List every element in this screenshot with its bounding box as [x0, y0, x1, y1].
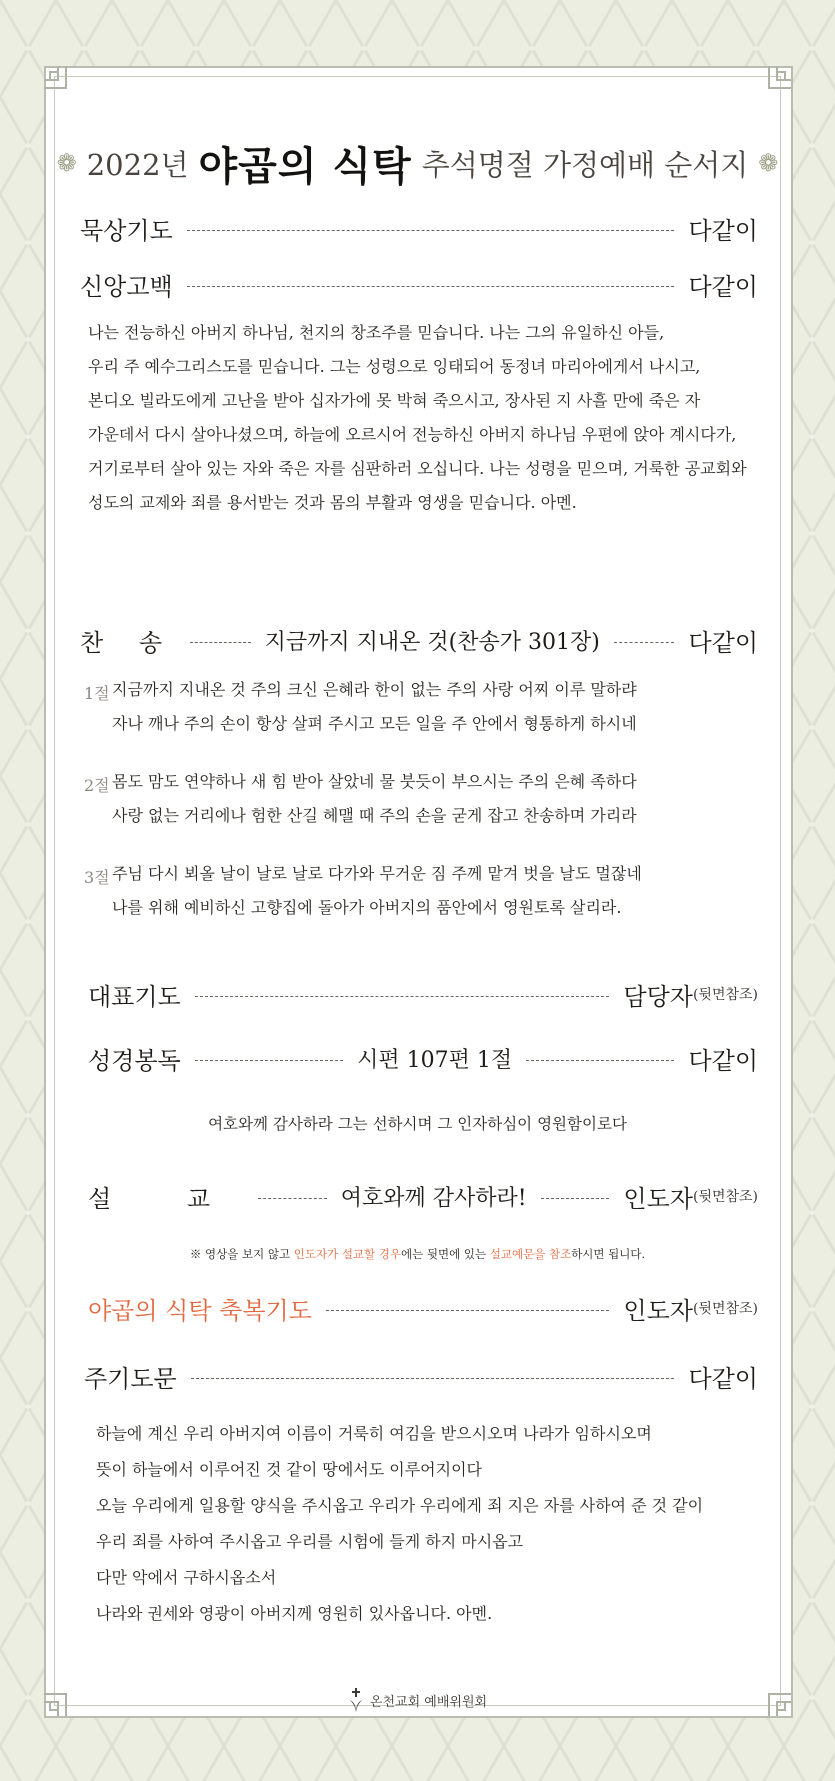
verse-line: 나를 위해 예비하신 고향집에 돌아가 아버지의 품안에서 영원토록 살리라. [112, 898, 622, 917]
footer-org: 온천교회 예배위원회 [369, 1694, 488, 1710]
creed-line: 나는 전능하신 아버지 하나님, 천지의 창조주를 믿습니다. 나는 그의 유일하신 아들, [88, 323, 665, 342]
order-creed [80, 262, 758, 306]
note-text: ※ 영상을 보지 않고 [189, 1247, 294, 1261]
dotted-leader [187, 230, 675, 231]
creed-text [88, 316, 768, 520]
lords-prayer-text [96, 1416, 776, 1632]
order-performer: 다같이 [688, 1046, 759, 1075]
order-label: 찬 송 [80, 628, 176, 657]
verse-number: 3절 [84, 868, 110, 887]
hymn-title: 지금까지 지내온 것(찬송가 301장) [264, 629, 600, 655]
creed-line: 가운데서 다시 살아나셨으며, 하늘에 오르시어 전능하신 아버지 하나님 우편에 앉아 계시다가, [88, 425, 737, 444]
dotted-leader [258, 1198, 327, 1199]
verse-line: 지금까지 지내온 것 주의 크신 은혜라 한이 없는 주의 사랑 어찌 이루 말하랴 [112, 680, 637, 699]
order-performer: 다같이 [688, 628, 759, 657]
flower-ornament-icon: ❁ [56, 149, 77, 177]
order-hymn [80, 618, 758, 662]
order-reading [88, 1036, 758, 1080]
creed-line: 우리 주 예수그리스도를 믿습니다. 그는 성령으로 잉태되어 동정녀 마리아에게서 나시고, [88, 357, 701, 376]
dotted-leader [191, 1378, 675, 1379]
sermon-title: 여호와께 감사하라! [340, 1185, 527, 1211]
prayer-line: 하늘에 계신 우리 아버지여 이름이 거룩히 여김을 받으시오며 나라가 임하시오며 [96, 1424, 652, 1443]
dotted-leader [187, 286, 675, 287]
order-label: 설 교 [88, 1184, 244, 1213]
note-highlight: 설교예문을 참조 [489, 1247, 572, 1261]
order-label: 대표기도 [88, 982, 181, 1011]
verse-line: 자나 깨나 주의 손이 항상 살펴 주시고 모든 일을 주 안에서 형통하게 하시네 [112, 714, 637, 733]
order-lords-prayer [84, 1354, 758, 1398]
scripture-text: 여호와께 감사하라 그는 선하시며 그 인자하심이 영원함이로다 [208, 1115, 627, 1133]
prayer-line: 다만 악에서 구하시옵소서 [96, 1568, 277, 1587]
prayer-line: 오늘 우리에게 일용할 양식을 주시옵고 우리가 우리에게 죄 지은 자를 사하여 준 것 같이 [96, 1496, 704, 1515]
dotted-leader [326, 1310, 609, 1311]
order-performer: 다같이 [688, 1364, 758, 1393]
order-label: 야곱의 식탁 축복기도 [88, 1296, 312, 1325]
dotted-leader [541, 1198, 610, 1199]
church-cross-logo-icon [348, 1688, 364, 1712]
order-sermon [88, 1174, 758, 1218]
order-label: 주기도문 [84, 1364, 177, 1393]
order-label: 묵상기도 [80, 216, 173, 245]
order-performer: 다같이 [688, 216, 758, 245]
sermon-note [60, 1246, 775, 1262]
verse-number: 1절 [84, 684, 110, 703]
dotted-leader [526, 1060, 674, 1061]
verse-number: 2절 [84, 776, 110, 795]
reading-title: 시편 107편 1절 [357, 1047, 513, 1073]
order-note: (뒷면참조) [692, 1301, 758, 1317]
order-meditation [80, 206, 758, 250]
page-title [56, 128, 779, 198]
creed-line: 성도의 교제와 죄를 용서받는 것과 몸의 부활과 영생을 믿습니다. 아멘. [88, 493, 577, 512]
dotted-leader [195, 1060, 343, 1061]
title-brand: 야곱의 식탁 [198, 143, 412, 190]
creed-line: 거기로부터 살아 있는 자와 죽은 자를 심판하러 오십니다. 나는 성령을 믿으며, 거룩한 공교회와 [88, 459, 747, 478]
order-performer: 다같이 [688, 272, 758, 301]
order-prayer [88, 972, 758, 1016]
verse-line: 몸도 맘도 연약하나 새 힘 받아 살았네 물 붓듯이 부으시는 주의 은혜 족하다 [112, 772, 637, 791]
dotted-leader [614, 642, 675, 643]
note-text: 하시면 됩니다. [571, 1247, 646, 1261]
prayer-line: 뜻이 하늘에서 이루어진 것 같이 땅에서도 이루어지이다 [96, 1460, 483, 1479]
prayer-line: 나라와 권세와 영광이 아버지께 영원히 있사옵니다. 아멘. [96, 1604, 493, 1623]
prayer-line: 우리 죄를 사하여 주시옵고 우리를 시험에 들게 하지 마시옵고 [96, 1532, 524, 1551]
order-note: (뒷면참조) [692, 1189, 759, 1205]
order-performer: 인도자 [623, 1184, 693, 1213]
corner-ornament-icon [761, 66, 791, 96]
title-subtitle: 추석명절 가정예배 순서지 [421, 147, 749, 182]
footer [0, 1686, 835, 1714]
verse-line: 주님 다시 뵈올 날이 날로 날로 다가와 무거운 짐 주께 맡겨 벗을 날도 멀잖네 [112, 864, 642, 883]
dotted-leader [190, 642, 251, 643]
corner-ornament-icon [44, 66, 74, 96]
dotted-leader [195, 996, 610, 997]
title-year: 2022년 [86, 147, 189, 182]
order-label: 신앙고백 [80, 272, 173, 301]
flower-ornament-icon: ❁ [758, 149, 779, 177]
order-performer: 담당자 [623, 982, 693, 1011]
order-performer: 인도자 [623, 1296, 693, 1325]
note-highlight: 인도자가 설교할 경우 [293, 1247, 402, 1261]
order-label: 성경봉독 [88, 1046, 181, 1075]
note-text: 에는 뒷면에 있는 [401, 1247, 490, 1261]
creed-line: 본디오 빌라도에게 고난을 받아 십자가에 못 박혀 죽으시고, 장사된 지 사흘 만에 죽은 자 [88, 391, 701, 410]
order-blessing [88, 1286, 758, 1330]
verse-line: 사랑 없는 거리에나 험한 산길 헤맬 때 주의 손을 굳게 잡고 찬송하며 가리라 [112, 806, 637, 825]
order-note: (뒷면참조) [692, 987, 758, 1003]
